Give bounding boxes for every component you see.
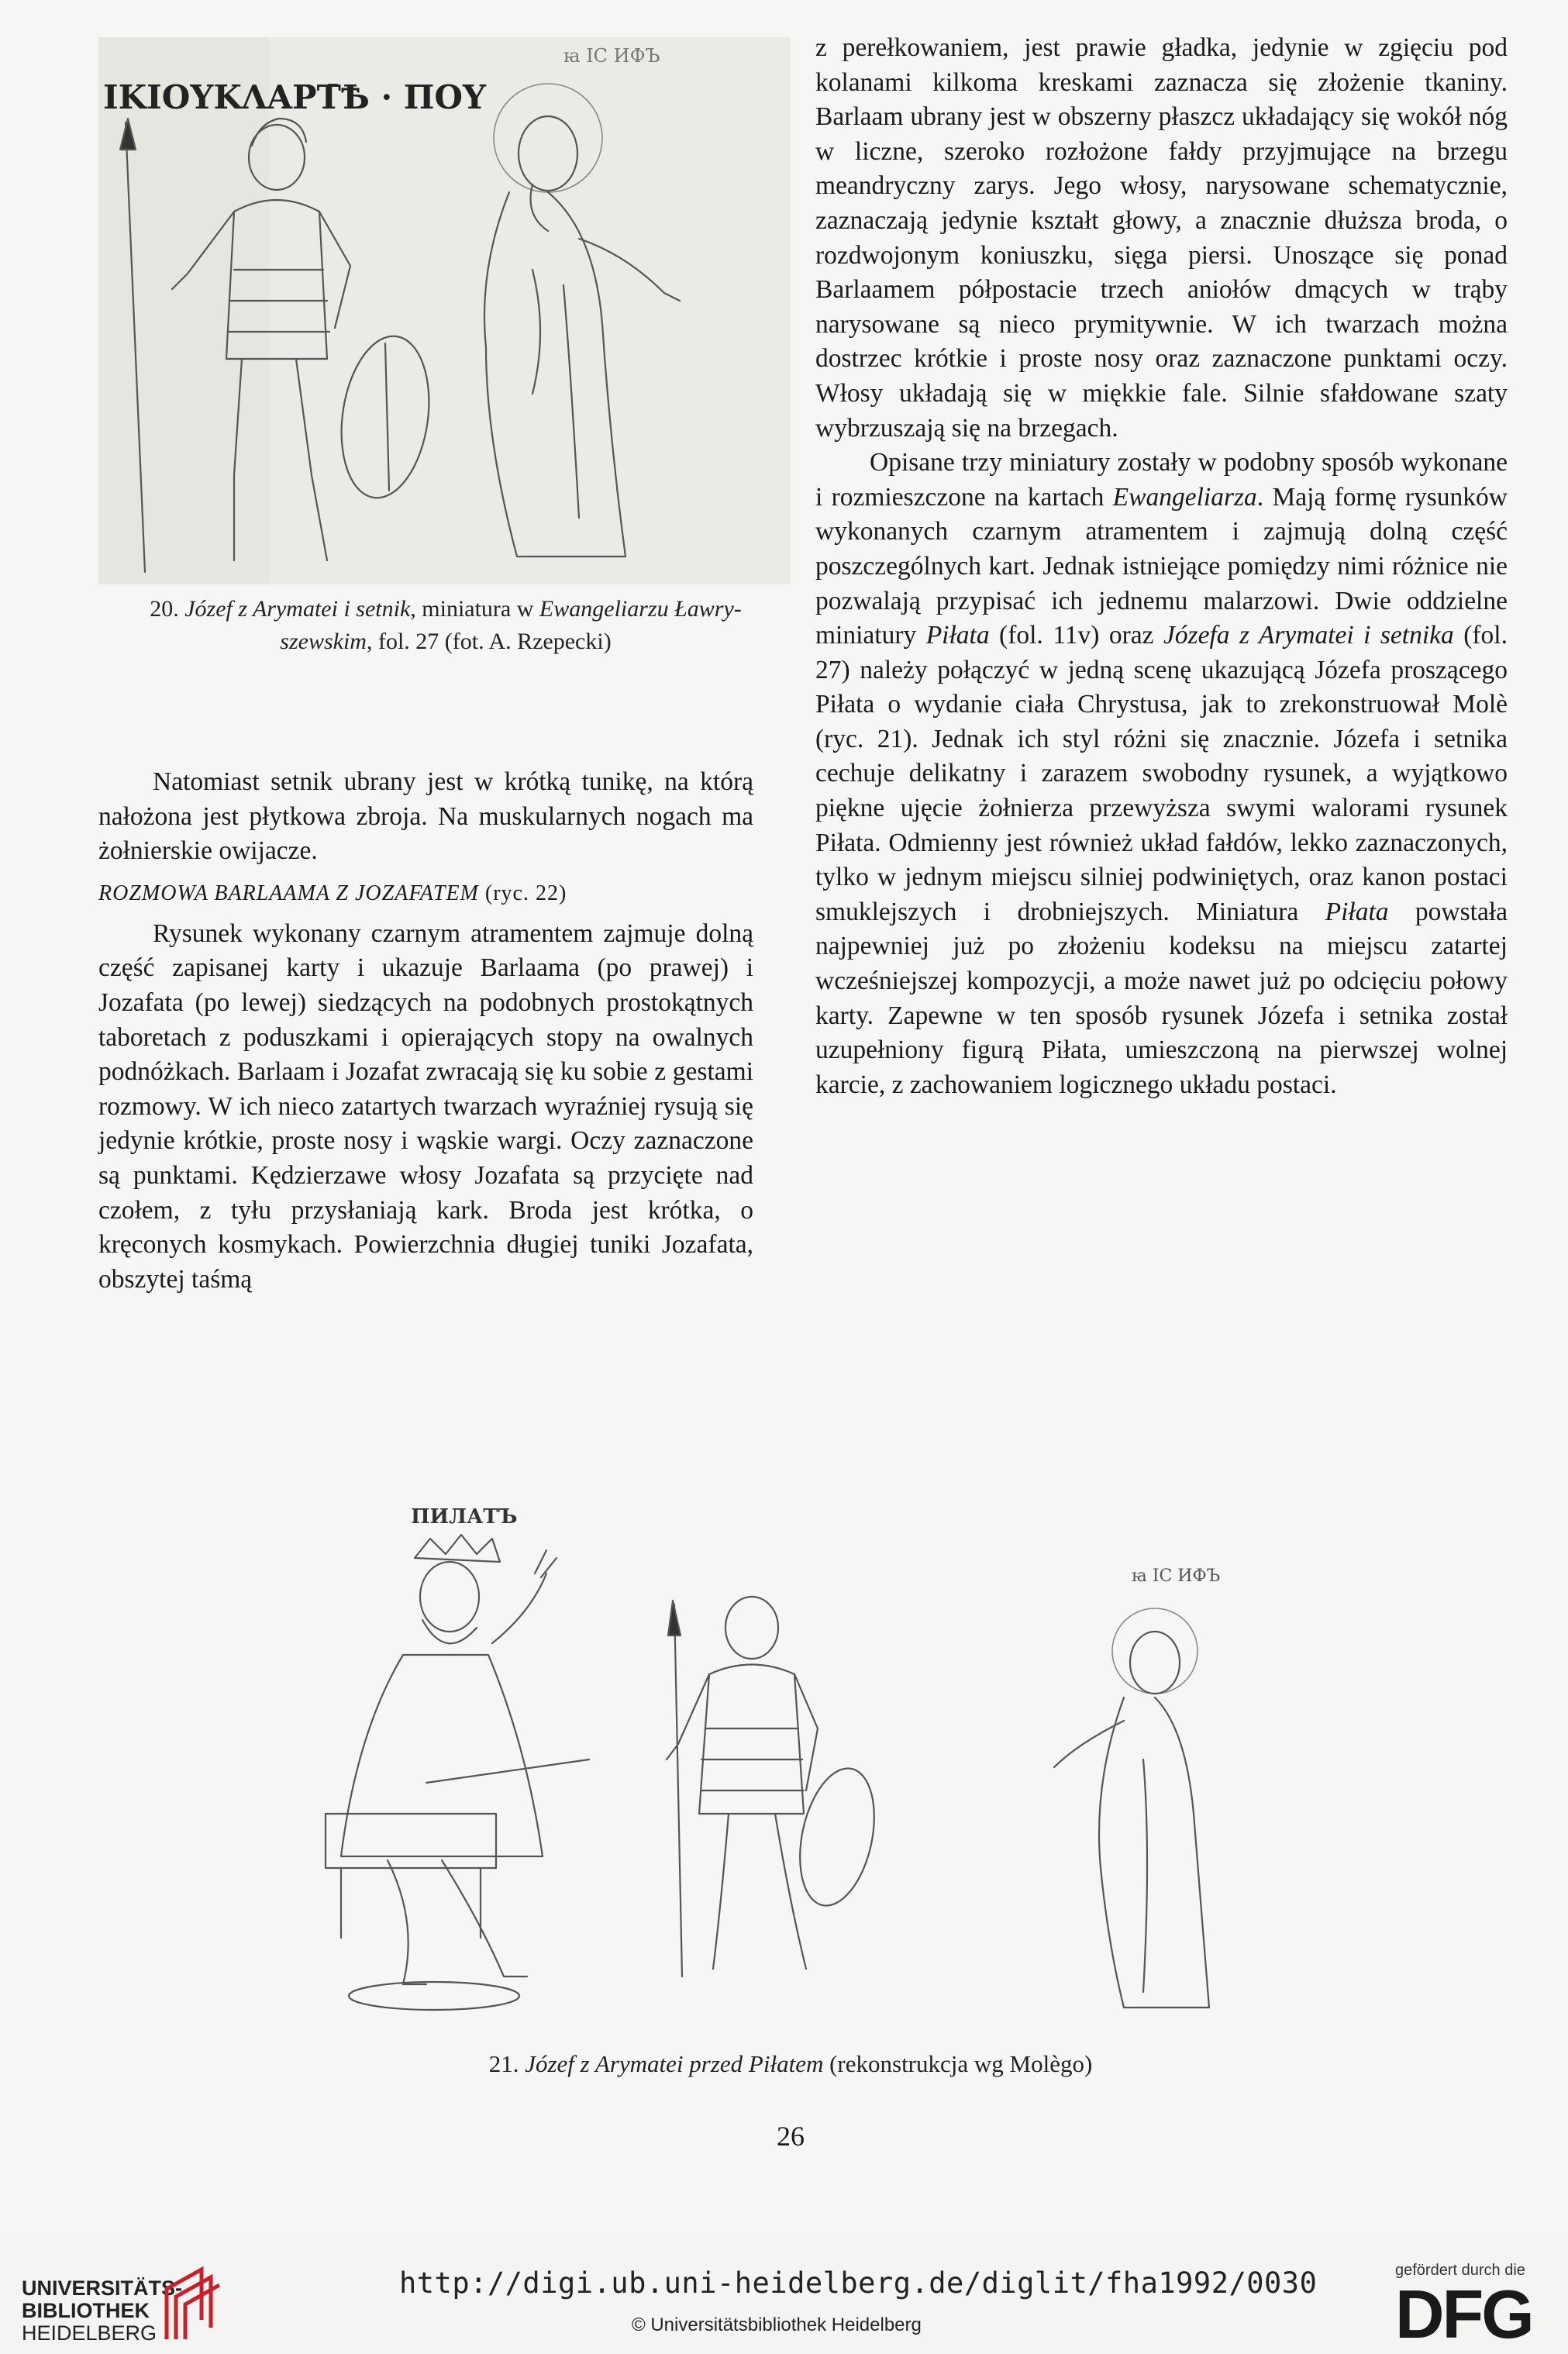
soldier-figure-21 <box>667 1597 886 1969</box>
right-paragraph-2-italic-3: Józefa z Arymatei i setnika <box>1163 621 1454 650</box>
figure-21-caption-number: 21. <box>488 2050 526 2077</box>
right-paragraph-2-italic-1: Ewangeliarza <box>1112 482 1257 512</box>
left-column <box>98 765 753 1297</box>
figure-20-caption-source-2: szewskim <box>280 629 367 654</box>
figure-20-inscription-left: ΙΚΙΟΥΚΛΑΡΤ̄Ѣ · ΠΟΥ <box>103 78 486 116</box>
page-number: 26 <box>777 2121 805 2152</box>
right-paragraph-2 <box>815 446 1508 1102</box>
figure-21-image <box>295 1488 1287 2031</box>
dfg-tagline: gefördert durch die <box>1395 2262 1525 2279</box>
figure-21-caption-end: (rekonstrukcja wg Molègo) <box>823 2050 1093 2077</box>
figure-20-caption-end: , fol. 27 (fot. A. Rzepecki) <box>366 629 612 654</box>
right-paragraph-2-part-b: . Mają formę rysunków wykonanych czarnym atramentem i zajmują dolną część poszczególnych kart. Jednak istniejące pomiędzy nimi różnice nie pozwalają przypisać ich jednemu malarzowi. Dwie oddzielne miniatury <box>815 482 1508 650</box>
section-heading-ref: (ryc. 22) <box>478 881 567 905</box>
right-paragraph-1: z perełkowaniem, jest prawie gładka, jedynie w zgięciu pod kolanami kilkoma kreskami zaznacza się złożenie tkaniny. Barlaam ubrany jest w obszerny płaszcz układający się wokół nóg w liczne, szeroko rozłożone fałdy przyjmujące na brzegu meandryczny zarys. Jego włosy, narysowane schematycznie, zaznaczają jedynie kształt głowy, a znacznie dłuższa broda, o rozdwojonym koniuszku, sięga piersi. Unoszące się ponad Barlaamem półpostacie trzech aniołów dmących w trąby narysowane są nieco prymitywnie. W ich twarzach można dostrzec krótkie i proste nosy oraz zaznaczone punktami oczy. Włosy układają się w miękkie fale. Silnie sfałdowane szaty wybrzuszają się na brzegach. <box>815 33 1508 443</box>
footer-permalink[interactable]: http://digi.ub.uni-heidelberg.de/diglit/fha1992/0030 <box>399 2266 1318 2300</box>
figure-20-caption-mid: , miniatura w <box>410 596 539 622</box>
figure-20-caption <box>85 593 806 658</box>
spear <box>668 1601 682 1977</box>
footer-copyright: © Universitätsbibliothek Heidelberg <box>632 2314 922 2335</box>
figure-21-drawing <box>295 1488 1287 2031</box>
dfg-logo: DFG <box>1395 2276 1532 2352</box>
section-heading-title: ROZMOWA BARLAAMA Z JOZAFATEM <box>98 881 479 905</box>
figure-20-caption-number: 20. <box>150 596 179 622</box>
library-logo-line-1: UNIVERSITÄTS- <box>22 2276 183 2300</box>
pilate-figure <box>326 1535 589 2010</box>
right-paragraph-2-italic-4: Piłata <box>1325 897 1389 926</box>
figure-20-image <box>98 37 791 584</box>
right-paragraph-2-part-e: powstała najpewniej już po złożeniu kodeksu na miejscu zatartej wcześniejszej kompozycji, a może nawet już po odcięciu połowy karty. Zapewne w ten sposób rysunek Józefa i setnika został uzupełniony figurą Piłata, umieszczoną na pierwszej wolnej karcie, z zachowaniem logicznego układu postaci. <box>815 897 1508 1099</box>
figure-21-caption-title: Józef z Arymatei przed Piłatem <box>525 2050 824 2077</box>
figure-20-drawing <box>98 37 791 584</box>
figure-20-inscription-right: ꙗ ІС ИФЪ <box>563 45 660 67</box>
library-logo-line-2: BIBLIOTHEK <box>22 2299 150 2322</box>
left-paragraph-2: Rysunek wykonany czarnym atramentem zajmuje dolną część zapisanej karty i ukazuje Barlaama (po prawej) i Jozafata (po lewej) siedzących na podobnych prostokątnych taboretach z poduszkami i opierających stopy na owalnych podnóżkach. Barlaam i Jozafat zwracają się ku sobie z gestami rozmowy. W ich nieco zatartych twarzach wyraźniej rysują się jedynie krótkie, proste nosy i wąskie wargi. Oczy zaznaczone są punktami. Kędzierzawe włosy Jozafata są przycięte nad czołem, z tyłu przysłaniają kark. Broda jest krótka, o kręconych kosmykach. Powierzchnia długiej tuniki Jozafata, obszytej taśmą <box>98 919 753 1294</box>
figure-20-caption-title: Józef z Arymatei i setnik <box>184 596 411 622</box>
library-logo-text <box>22 2277 182 2345</box>
right-paragraph-2-part-a: Opisane trzy miniatury zostały w podobny sposób wykonane i rozmieszczone na kartach <box>815 448 1508 512</box>
figure-21-caption <box>295 2048 1287 2080</box>
right-paragraph-2-part-d: (fol. 27) należy połączyć w jedną scenę ukazującą Józefa proszącego Piłata o wydanie ciała Chrystusa, jak to zrekonstruował Molè (ryc. 21). Jednak ich styl różni się znacznie. Józefa i setnika cechuje delikatny i zarazem swobodny rysunek, a wyjątkowo piękne ujęcie żołnierza przewyższa swymi walorami rysunek Piłata. Odmienny jest również układ fałdów, lekko zaznaczonych, tylko w jednym miejscu silniej podwiniętych, oraz kanon postaci smuklejszych i drobniejszych. Miniatura <box>815 621 1508 926</box>
right-paragraph-2-part-c: (fol. 11v) oraz <box>989 621 1163 650</box>
figure-20-caption-source-1: Ewangeliarzu Ławry- <box>539 596 742 622</box>
library-logo-line-3: HEIDELBERG <box>22 2321 157 2345</box>
right-column <box>815 31 1508 1102</box>
right-paragraph-2-italic-2: Piłata <box>925 621 990 650</box>
left-paragraph-1: Natomiast setnik ubrany jest w krótką tunikę, na którą nałożona jest płytkowa zbroja. Na muskularnych nogach ma żołnierskie owijacze. <box>98 767 753 866</box>
section-heading <box>98 877 753 911</box>
figure-21-inscription-pilate: ПИЛАТЪ <box>411 1505 518 1529</box>
library-logo-icon <box>159 2262 221 2347</box>
joseph-figure-21 <box>1054 1608 1209 2008</box>
figure-21-inscription-joseph: ꙗ ІС ИФЪ <box>1132 1566 1221 1586</box>
